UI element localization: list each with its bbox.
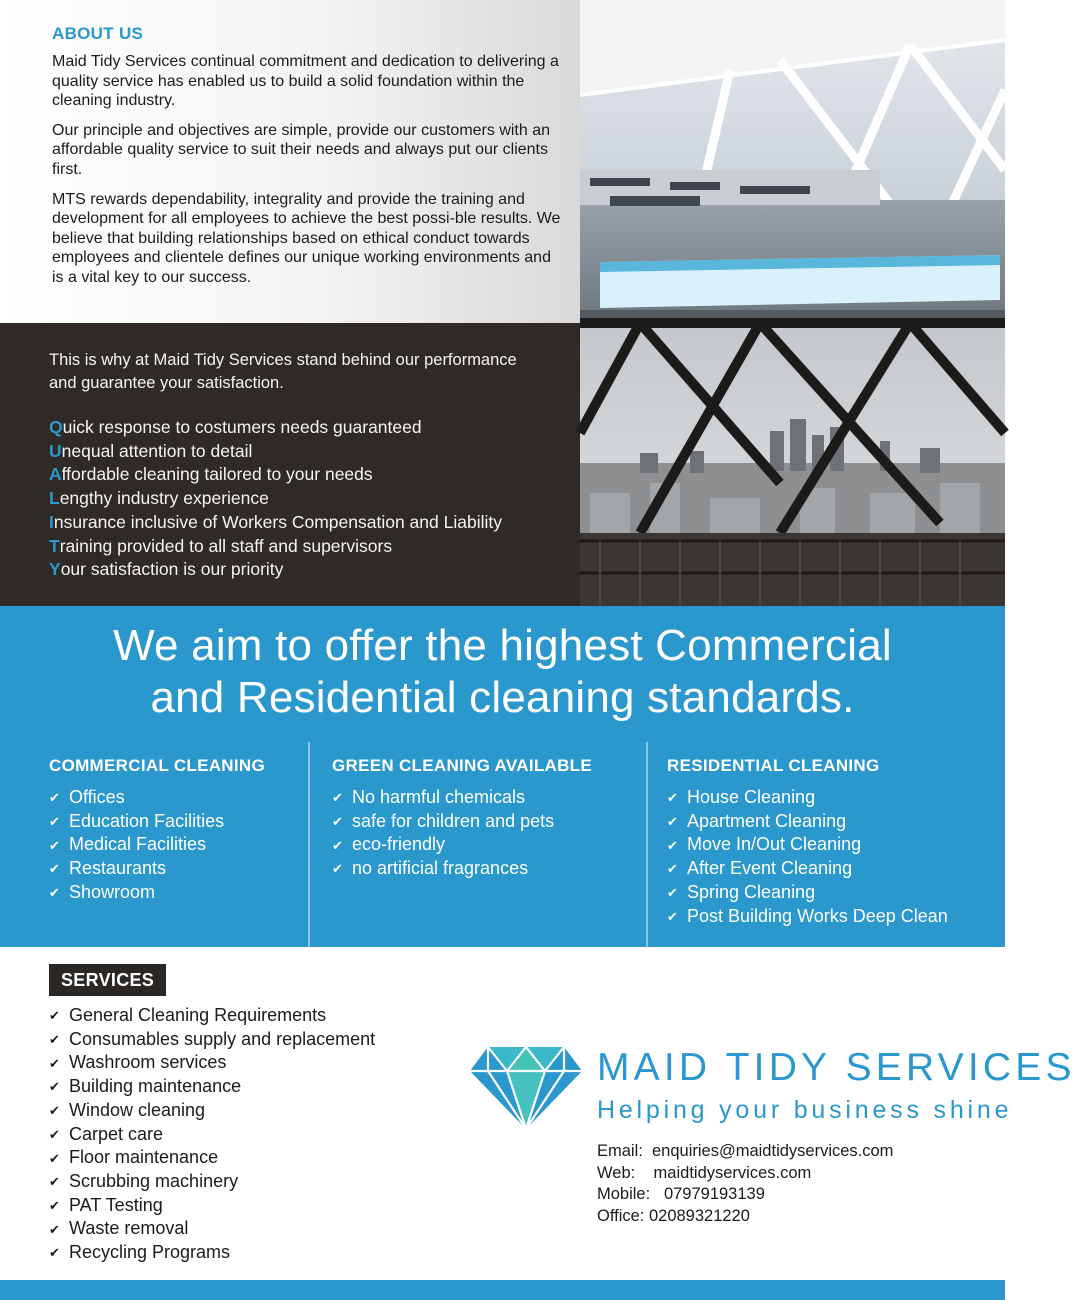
list-item (49, 1217, 375, 1241)
list-item (667, 786, 948, 810)
check-icon: ✔ (49, 1055, 60, 1071)
list-item (332, 810, 592, 834)
contact-mobile: Mobile: 07979193139 (597, 1185, 765, 1204)
list-item-label: Education Facilities (69, 810, 225, 831)
check-icon: ✔ (49, 1008, 60, 1024)
quality-intro: This is why at Maid Tidy Services stand behind our performance and guarantee your satisfaction. (49, 351, 517, 392)
list-item (49, 1099, 375, 1123)
quality-item (49, 511, 502, 535)
list-item-label: Medical Facilities (69, 834, 207, 855)
check-icon: ✔ (332, 837, 343, 853)
quality-text: uick response to costumers needs guaranteed (62, 417, 422, 437)
column-list (49, 786, 265, 905)
list-item-label: Scrubbing machinery (69, 1170, 239, 1191)
quality-initial: T (49, 535, 60, 556)
contact-office: Office: 02089321220 (597, 1207, 750, 1226)
column-divider (646, 742, 648, 947)
check-icon: ✔ (49, 790, 60, 806)
services-list (49, 1004, 375, 1265)
list-item (49, 1146, 375, 1170)
quality-initial: L (49, 488, 60, 509)
list-item-label: Recycling Programs (69, 1242, 231, 1263)
list-item-label: PAT Testing (69, 1194, 163, 1215)
check-icon: ✔ (49, 1150, 60, 1166)
list-item (49, 833, 265, 857)
check-icon: ✔ (49, 814, 60, 830)
quality-text: nsurance inclusive of Workers Compensation and Liability (53, 511, 502, 532)
quality-item (49, 463, 502, 487)
headline-line-1: We aim to offer the highest Commercial (113, 621, 892, 670)
list-item-label: Spring Cleaning (687, 881, 816, 902)
quality-item (49, 416, 502, 440)
commercial-cleaning-column (49, 756, 265, 905)
list-item-label: Apartment Cleaning (687, 810, 847, 831)
list-item (49, 1123, 375, 1147)
quality-initial: I (49, 511, 54, 532)
quality-section (0, 323, 580, 606)
list-item (49, 857, 265, 881)
quality-item (49, 487, 502, 511)
check-icon: ✔ (667, 837, 678, 853)
contact-web[interactable]: Web: maidtidyservices.com (597, 1163, 812, 1182)
check-icon: ✔ (49, 837, 60, 853)
check-icon: ✔ (332, 790, 343, 806)
list-item-label: Waste removal (69, 1218, 189, 1239)
check-icon: ✔ (49, 885, 60, 901)
list-item (332, 857, 592, 881)
quality-item (49, 440, 502, 464)
list-item-label: Showroom (69, 881, 156, 902)
check-icon: ✔ (667, 908, 678, 924)
list-item-label: Building maintenance (69, 1076, 242, 1097)
quality-text: engthy industry experience (59, 488, 269, 509)
quality-text: ffordable cleaning tailored to your needs (61, 464, 373, 485)
list-item (49, 1028, 375, 1052)
about-body (52, 52, 562, 298)
quality-item (49, 535, 502, 559)
list-item (49, 786, 265, 810)
brand-tagline: Helping your business shine (597, 1096, 1013, 1124)
quality-text: our satisfaction is our priority (60, 559, 284, 580)
list-item-label: Window cleaning (69, 1099, 206, 1120)
about-paragraph: Our principle and objectives are simple, provide our customers with an affordable quality service to suit their needs and always put our clients first. (52, 121, 551, 178)
contact-block (597, 1141, 893, 1228)
banner-headline (0, 620, 1005, 724)
list-item-label: eco-friendly (352, 834, 446, 855)
quality-list (49, 416, 502, 582)
contact-email[interactable]: Email: enquiries@maidtidyservices.com (597, 1142, 894, 1160)
list-item (49, 810, 265, 834)
column-list (332, 786, 592, 881)
list-item (49, 1004, 375, 1028)
check-icon: ✔ (667, 814, 678, 830)
about-paragraph: MTS rewards dependability, integrality and provide the training and development for all employees to achieve the best possi-ble results. We believe that building relationships based on ethical conduct towards employees and clientele defines our unique working environments and is a vital key to our success. (52, 190, 561, 286)
check-icon: ✔ (49, 1032, 60, 1048)
check-icon: ✔ (667, 861, 678, 877)
check-icon: ✔ (49, 1079, 60, 1095)
quality-initial: Y (49, 559, 61, 580)
list-item-label: no artificial fragrances (352, 858, 529, 879)
list-item (667, 833, 948, 857)
check-icon: ✔ (49, 861, 60, 877)
list-item-label: safe for children and pets (352, 810, 555, 831)
column-title: COMMERCIAL CLEANING (49, 756, 265, 775)
list-item (49, 1194, 375, 1218)
check-icon: ✔ (332, 861, 343, 877)
list-item (332, 786, 592, 810)
column-divider (308, 742, 310, 947)
office-interior-photo (580, 0, 1005, 323)
quality-text: raining provided to all staff and supervisors (59, 535, 393, 556)
list-item-label: Post Building Works Deep Clean (687, 905, 948, 926)
list-item (49, 881, 265, 905)
about-title: ABOUT US (52, 24, 144, 43)
residential-cleaning-column (667, 756, 948, 928)
list-item-label: Restaurants (69, 858, 167, 879)
list-item-label: Move In/Out Cleaning (687, 834, 862, 855)
brand-name: MAID TIDY SERVICES (597, 1046, 1076, 1089)
about-section (0, 0, 580, 323)
list-item (332, 833, 592, 857)
city-view-photo (580, 323, 1005, 606)
check-icon: ✔ (667, 885, 678, 901)
list-item-label: General Cleaning Requirements (69, 1005, 327, 1025)
list-item-label: Washroom services (69, 1052, 227, 1073)
quality-initial: A (49, 464, 62, 485)
about-paragraph: Maid Tidy Services continual commitment and dedication to delivering a quality service has enabled us to build a solid foundation within the cleaning industry. (52, 53, 559, 110)
services-heading: SERVICES (49, 964, 166, 996)
services-banner (0, 606, 1005, 947)
column-title: RESIDENTIAL CLEANING (667, 756, 880, 775)
headline-line-2: and Residential cleaning standards. (150, 673, 855, 722)
list-item (667, 905, 948, 929)
check-icon: ✔ (49, 1197, 60, 1213)
check-icon: ✔ (49, 1174, 60, 1190)
check-icon: ✔ (49, 1245, 60, 1261)
list-item (667, 810, 948, 834)
list-item-label: Consumables supply and replacement (69, 1028, 376, 1049)
check-icon: ✔ (49, 1103, 60, 1119)
list-item-label: House Cleaning (687, 787, 816, 807)
column-list (667, 786, 948, 928)
quality-initial: Q (49, 417, 63, 437)
diamond-logo-icon (470, 1047, 582, 1129)
footer-bar (0, 1280, 1005, 1300)
list-item-label: Carpet care (69, 1123, 164, 1144)
list-item (49, 1051, 375, 1075)
list-item-label: No harmful chemicals (352, 787, 526, 807)
list-item (49, 1170, 375, 1194)
list-item (49, 1075, 375, 1099)
column-title: GREEN CLEANING AVAILABLE (332, 756, 592, 775)
quality-initial: U (49, 440, 62, 461)
check-icon: ✔ (332, 814, 343, 830)
list-item-label: Offices (69, 787, 125, 807)
quality-item (49, 558, 502, 582)
quality-text: nequal attention to detail (61, 440, 253, 461)
list-item (667, 881, 948, 905)
check-icon: ✔ (667, 790, 678, 806)
list-item-label: After Event Cleaning (687, 858, 853, 879)
list-item-label: Floor maintenance (69, 1147, 219, 1168)
green-cleaning-column (332, 756, 592, 881)
list-item (667, 857, 948, 881)
check-icon: ✔ (49, 1221, 60, 1237)
check-icon: ✔ (49, 1126, 60, 1142)
list-item (49, 1241, 375, 1265)
